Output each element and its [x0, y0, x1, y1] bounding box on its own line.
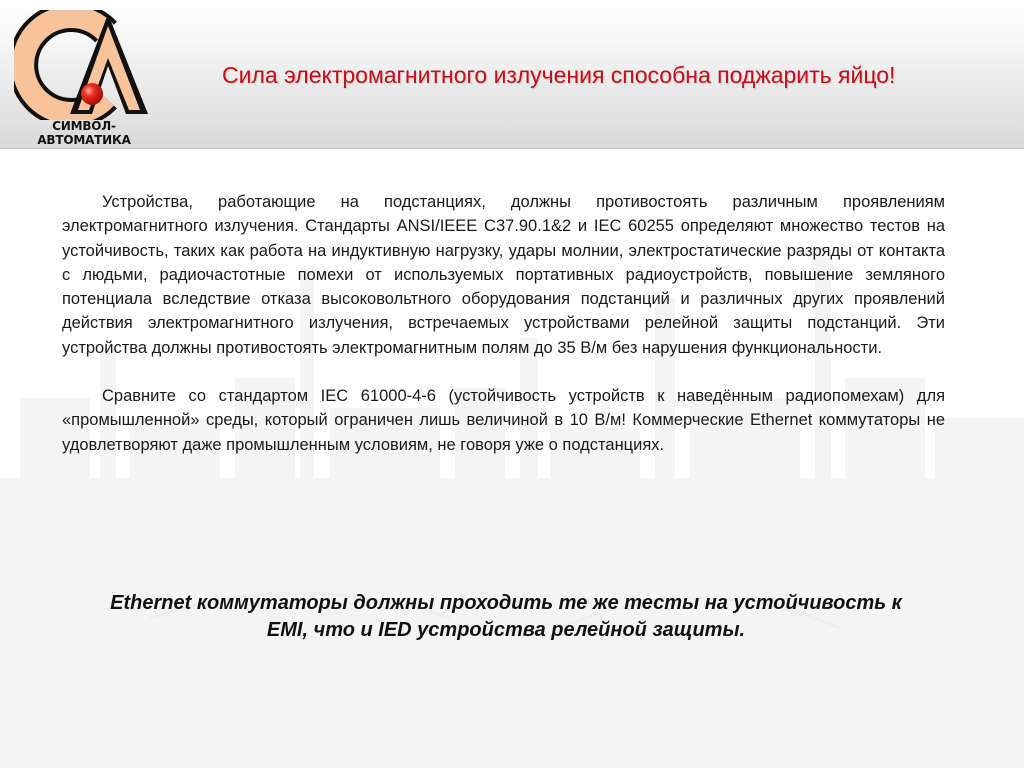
- slide-title: Сила электромагнитного излучения способна поджарить яйцо!: [222, 62, 896, 88]
- slide-header: [0, 0, 1024, 149]
- logo-caption: СИМВОЛ-АВТОМАТИКА: [37, 119, 131, 147]
- body-paragraph-2: Сравните со стандартом IEC 61000-4-6 (устойчивость устройств к наведённым радиопомехам) для «промышленной» среды, который ограничен лишь величиной в 10 В/м! Коммерческие Ethernet коммутаторы не удовлетворяют даже промышленным условиям, не говоря уже о подстанциях.: [62, 387, 945, 454]
- logo-ball: [81, 83, 103, 105]
- logo-mark: [14, 10, 154, 120]
- company-logo: [14, 10, 154, 147]
- body-paragraph-1: Устройства, работающие на подстанциях, должны противостоять различным проявлениям электромагнитного излучения. Стандарты ANSI/IEEE C37.90.1&2 и IEC 60255 определяют множество тестов на устойчивость, таких как работа на индуктивную нагрузку, удары молнии, электростатические разряды от контакта с людьми, радиочастотные помехи от используемых портативных радиоустройств, повышение земляного потенциала вследствие отказа высоковольтного оборудования подстанций и различных других проявлений действия электромагнитного излучения, встречаемых устройствами релейной защиты подстанций. Эти устройства должны противостоять электромагнитным полям до 35 В/м без нарушения функциональности.: [62, 193, 945, 357]
- slide-body: [62, 190, 945, 481]
- conclusion-statement: Ethernet коммутаторы должны проходить те же тесты на устойчивость к EMI, что и IED устройства релейной защиты.: [110, 592, 902, 641]
